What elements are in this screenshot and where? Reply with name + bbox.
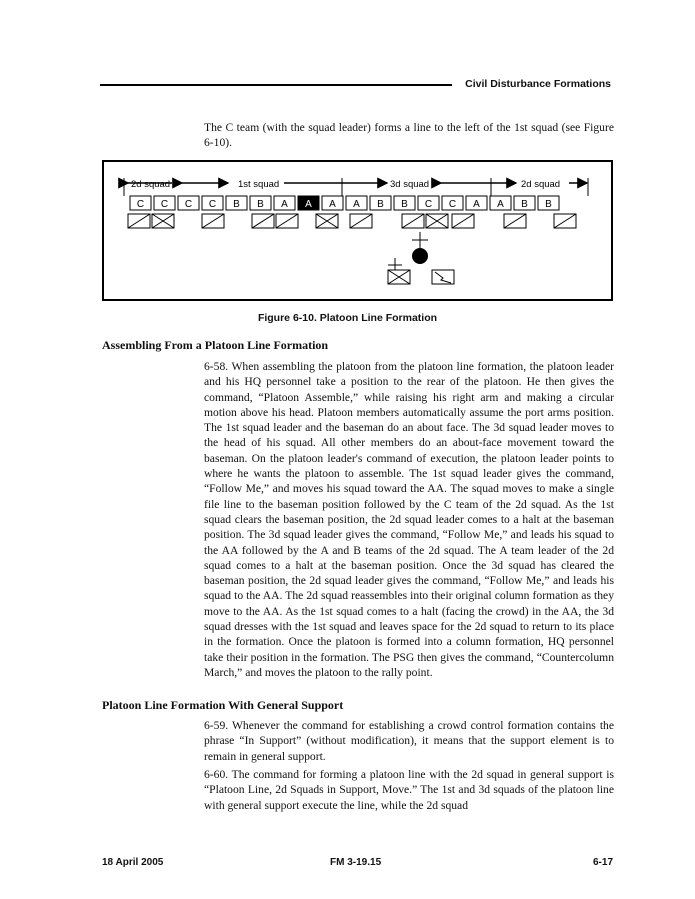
team-letter: C: [184, 199, 193, 210]
squad-label: 2d squad: [521, 179, 561, 190]
section-heading-general-support: Platoon Line Formation With General Support: [102, 698, 344, 712]
team-letter: C: [136, 199, 145, 210]
squad-label: 1st squad: [238, 179, 280, 190]
running-header-title: Civil Disturbance Formations: [465, 78, 611, 90]
figure-caption: Figure 6-10. Platoon Line Formation: [257, 312, 438, 324]
squad-label: 2d squad: [131, 179, 171, 190]
intro-paragraph: The C team (with the squad leader) forms a line to the left of the 1st squad (see Figure 6-10).: [204, 121, 614, 150]
figure-6-10: [102, 160, 613, 301]
squad-label: 3d squad: [390, 179, 430, 190]
team-letter: B: [257, 199, 264, 210]
platoon-line-diagram: [104, 162, 611, 299]
team-letter: A: [473, 199, 480, 210]
section-heading-assembling: Assembling From a Platoon Line Formation: [102, 338, 329, 352]
team-letter: A: [281, 199, 288, 210]
footer-manual: FM 3-19.15: [330, 857, 382, 868]
team-letter: A: [353, 199, 360, 210]
team-letter: B: [521, 199, 528, 210]
paragraph-6-60: 6-60. The command for forming a platoon line with the 2d squad in general support is “Platoon Line, 2d Squads in Support, Move.” The 1st and 3d squads of the platoon line with general support execute the line, while the 2d squad: [204, 768, 614, 812]
team-letter: B: [401, 199, 408, 210]
header-rule: [100, 84, 452, 86]
paragraph-6-59: 6-59. Whenever the command for establishing a crowd control formation contains the phrase “In Support” (without modification), it means that the support element is to remain in general support.: [204, 719, 614, 763]
footer-date: 18 April 2005: [102, 857, 164, 868]
team-letter: A: [305, 199, 312, 210]
team-letter: B: [545, 199, 552, 210]
paragraph-6-58: 6-58. When assembling the platoon from the platoon line formation, the platoon leader and his HQ personnel take a position to the rear of the platoon. He then gives the command, “Platoon Assemble,” while raising his right arm and making a circular motion above his head. Platoon members automatically assume the port arms position. The 1st squad leader and the baseman do an about face. The 3d squad leader moves to the head of his squad. All other members do an about-face movement toward the baseman. On the platoon leader's command of execution, the platoon leader points to where he wants the platoon to assemble. The 1st squad leader gives the command, “Follow Me,” and moves his squad toward the AA. The squad moves to make a single file line to the baseman position followed by the C team of the 2d squad. As the 1st squad clears the baseman position, the 2d squad leader comes to a halt at the baseman position. The 3d squad leader gives the command, “Follow Me,” and leads his squad to the AA followed by the A and B teams of the 2d squad. The A team leader of the 2d squad comes to a halt at the baseman position. Once the 3d squad has cleared the baseman position, the 2d squad leader gives the command, “Follow Me,” and leads his squad to the AA. The 2d squad reassembles into their original column formation as they move to the AA. As the 1st squad comes to a halt (facing the crowd) in the AA, the 3d squad dresses with the 1st squad and leaves space for the 2d squad to return to its place in the formation. Once the platoon is formed into a column formation, HQ personnel take their position in the formation. The PSG then gives the command, “Countercolumn March,” and moves the platoon to the rally point.: [204, 360, 614, 679]
team-letter: A: [329, 199, 336, 210]
footer-page-number: 6-17: [592, 857, 613, 868]
team-letter: C: [424, 199, 433, 210]
team-letter: B: [377, 199, 384, 210]
team-letter: A: [497, 199, 504, 210]
team-letter: C: [160, 199, 169, 210]
team-letter: C: [448, 199, 457, 210]
platoon-leader-symbol: [412, 248, 428, 264]
team-letter: B: [233, 199, 240, 210]
team-letter: C: [208, 199, 217, 210]
